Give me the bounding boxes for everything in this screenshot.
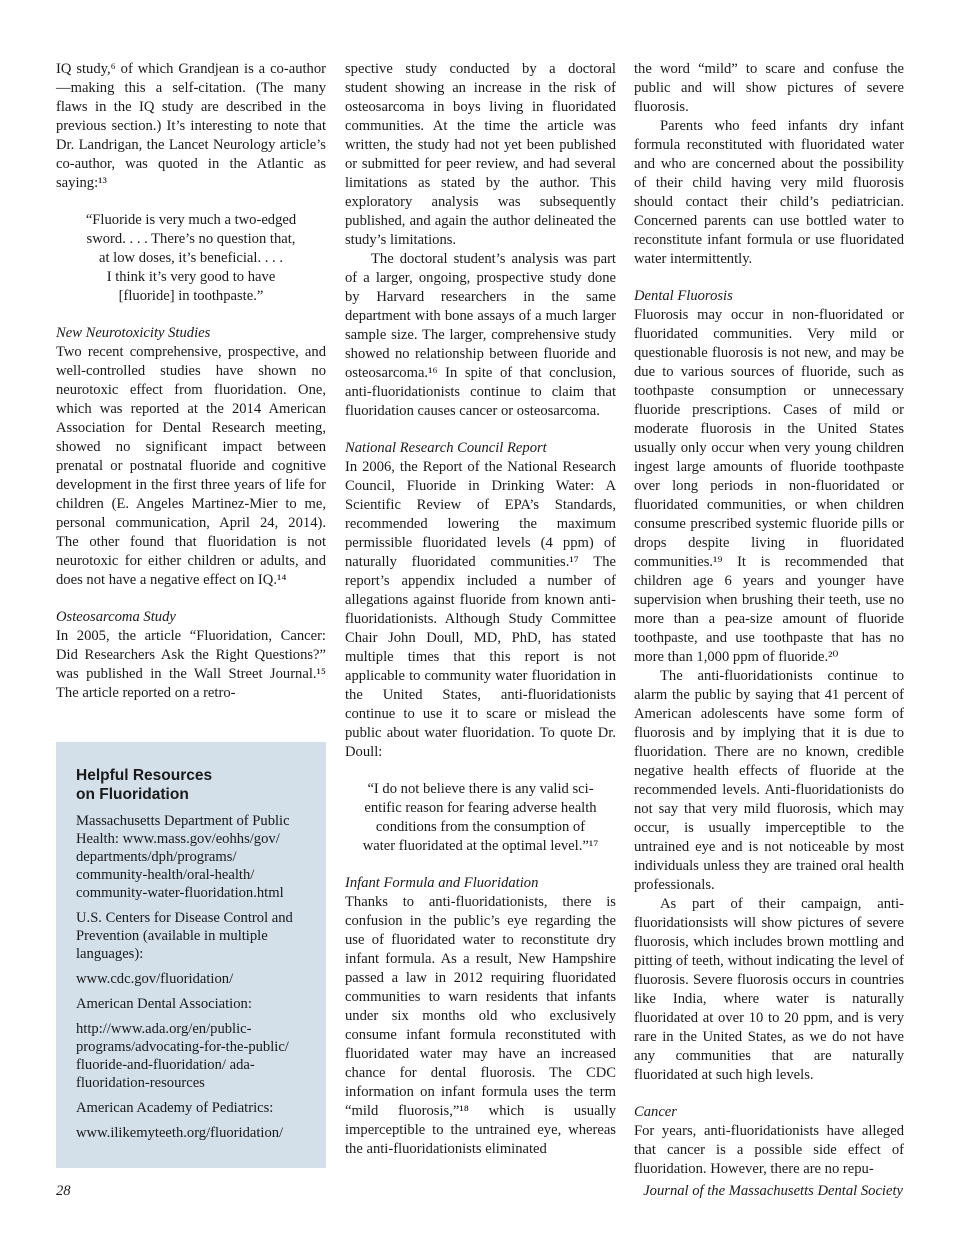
paragraph: The doctoral student’s analysis was part of a larger, ongoing, prospective study done by Harvard researchers in the same department with bone assays of a much larger sample size. The larger, comprehensive study showed no relationship between fluoride and osteosarcoma.¹⁶ In spite of that conclusion, anti-fluoridationists continue to claim that fluoridation causes cancer or osteosarcoma. [345, 251, 616, 419]
paragraph: Two recent comprehensive, prospective, and well-controlled studies have shown no neurotoxic effect from fluoridation. One, which was reported at the 2014 American Association for Dental Research meeting, showed no significant impact between prenatal or postnatal fluoride and cognitive development in the first three years of life for children (E. Angeles Martinez-Mier to me, personal communication, April 24, 2014). The other found that fluoridation is not neurotoxic for either children or adults, and does not have a negative effect on IQ.¹⁴ [56, 344, 326, 588]
quote-line: conditions from the consumption of [375, 819, 586, 835]
paragraph: Thanks to anti-fluoridationists, there is confusion in the public’s eye regarding the use of fluoridated water to reconstitute dry infant formula. As a result, New Hampshire passed a law in 2012 requiring fluoridated communities to warn residents that infants under six months old who exclusively consume infant formula reconstituted with fluoridated water may have an increased chance for dental fluorosis. The CDC information on infant formula uses the term “mild fluorosis,”¹⁸ which is usually imperceptible to the untrained eye, whereas the anti-fluoridationists eliminated [345, 894, 616, 1157]
quote-line: sword. . . . There’s no question that, [86, 231, 296, 247]
quote-line: I think it’s very good to have [106, 269, 276, 285]
column-3 [634, 60, 904, 1179]
section-heading: National Research Council Report [345, 440, 547, 456]
column-1 [56, 60, 326, 703]
paragraph: Fluorosis may occur in non-fluoridated or fluoridated communities. Very mild or questionable fluorosis is not new, and may be due to various sources of fluoride, such as toothpaste consumption or unnecessary fluoride prescriptions. Cases of mild or moderate fluorosis in the United States usually only occur when very young children ingest large amounts of fluoride toothpaste over long periods in non-fluoridated or fluoridated communities, or when children consume prescribed systemic fluoride pills or drops despite living in fluoridated communities.¹⁹ It is recommended that children age 6 years and younger have supervision when brushing their teeth, use no more than a pea-size amount of fluoride toothpaste, and use toothpaste that has no more than 1,000 ppm of fluoride.²⁰ [634, 307, 904, 665]
page-number: 28 [56, 1183, 71, 1199]
resource-item: American Dental Association: [76, 996, 252, 1012]
helpful-resources-box [56, 742, 326, 1168]
paragraph: IQ study,⁶ of which Grandjean is a co-author—making this a self-citation. (The many flaws in the IQ study are described in the previous section.) It’s interesting to note that Dr. Landrigan, the Lancet Neurology article’s co-author, was quoted in the Atlantic as saying:¹³ [56, 61, 326, 191]
quote-line: “I do not believe there is any valid sci- [367, 781, 594, 797]
section-heading: Cancer [634, 1104, 677, 1120]
section-heading: Dental Fluorosis [634, 288, 733, 304]
resource-link: www.cdc.gov/fluoridation/ [76, 971, 234, 987]
resource-link: http://www.ada.org/en/public-programs/advocating-for-the-public/ fluoride-and-fluoridation/ ada-fluoridation-resources [76, 1021, 289, 1091]
quote-line: [fluoride] in toothpaste.” [118, 288, 264, 304]
paragraph: In 2006, the Report of the National Research Council, Fluoride in Drinking Water: A Scientific Review of EPA’s Standards, recommended lowering the maximum permissible fluoridated levels (4 ppm) of naturally fluoridated communities.¹⁷ The report’s appendix included a number of allegations against fluoride from known anti-fluoridationists. Although Study Committee Chair John Doull, MD, PhD, has stated multiple times that this report is not applicable to community water fluoridation in the United States, anti-fluoridationists continue to use it to scare or mislead the public about water fluoridation. To quote Dr. Doull: [345, 459, 616, 760]
paragraph: As part of their campaign, anti-fluoridationsists will show pictures of severe fluorosis, which includes brown mottling and pitting of teeth, without indicating the level of fluorosis. Severe fluorosis occurs in countries like India, where water is naturally fluoridated at over 10 to 20 ppm, and is very rare in the United States, as we do not have any communities that are naturally fluoridated at such high levels. [634, 896, 904, 1083]
section-heading: Osteosarcoma Study [56, 609, 176, 625]
paragraph: For years, anti-fluoridationists have alleged that cancer is a possible side effect of fluoridation. However, there are no repu- [634, 1123, 904, 1177]
quote-line: “Fluoride is very much a two-edged [85, 212, 297, 228]
resource-item: American Academy of Pediatrics: [76, 1100, 274, 1116]
quote-line: water fluoridated at the optimal level.”¹⁷ [362, 838, 599, 854]
journal-name: Journal of the Massachusetts Dental Society [643, 1183, 903, 1199]
quote-line: at low doses, it’s beneficial. . . . [98, 250, 283, 266]
resource-item: Massachusetts Department of Public Health: www.mass.gov/eohhs/gov/ departments/dph/programs/ community-health/oral-health/ community-water-fluoridation.html [76, 813, 290, 901]
section-heading: Infant Formula and Fluoridation [345, 875, 539, 891]
paragraph: Parents who feed infants dry infant formula reconstituted with fluoridated water and who are concerned about the possibility of their child having very mild fluorosis should contact their child’s pediatrician. Concerned parents can use bottled water to reconstitute infant formula or use fluoridated water intermittently. [634, 118, 904, 267]
paragraph: The anti-fluoridationists continue to alarm the public by saying that 41 percent of American adolescents have some form of fluorosis and by implying that it is due to fluoridation. There are no known, credible negative health effects of fluoride at the recommended levels. Anti-fluoridationists do not say that very mild fluorosis, which may occur, is usually imperceptible to the untrained eye and is not noticeable by most individuals unless they are trained oral health professionals. [634, 668, 904, 893]
column-2 [345, 60, 616, 1159]
box-title-line: on Fluoridation [76, 786, 189, 803]
pull-quote [345, 780, 616, 856]
resource-item: U.S. Centers for Disease Control and Prevention (available in multiple languages): [76, 910, 293, 962]
paragraph: spective study conducted by a doctoral student showing an increase in the risk of osteosarcoma in boys living in fluoridated communities. At the time the article was written, the study had not yet been published or submitted for peer review, and had several limitations as stated by the author. This exploratory analysis was subsequently published, and again the author delineated the study’s limitations. [345, 61, 616, 248]
box-title-line: Helpful Resources [76, 767, 213, 784]
quote-line: entific reason for fearing adverse health [364, 800, 597, 816]
paragraph: In 2005, the article “Fluoridation, Cancer: Did Researchers Ask the Right Questions?” was published in the Wall Street Journal.¹⁵ The article reported on a retro- [56, 628, 326, 701]
box-title [76, 766, 310, 804]
section-heading: New Neurotoxicity Studies [56, 325, 211, 341]
pull-quote [56, 211, 326, 306]
paragraph: the word “mild” to scare and confuse the public and will show pictures of severe fluorosis. [634, 61, 904, 115]
resource-link: www.ilikemyteeth.org/fluoridation/ [76, 1125, 284, 1141]
